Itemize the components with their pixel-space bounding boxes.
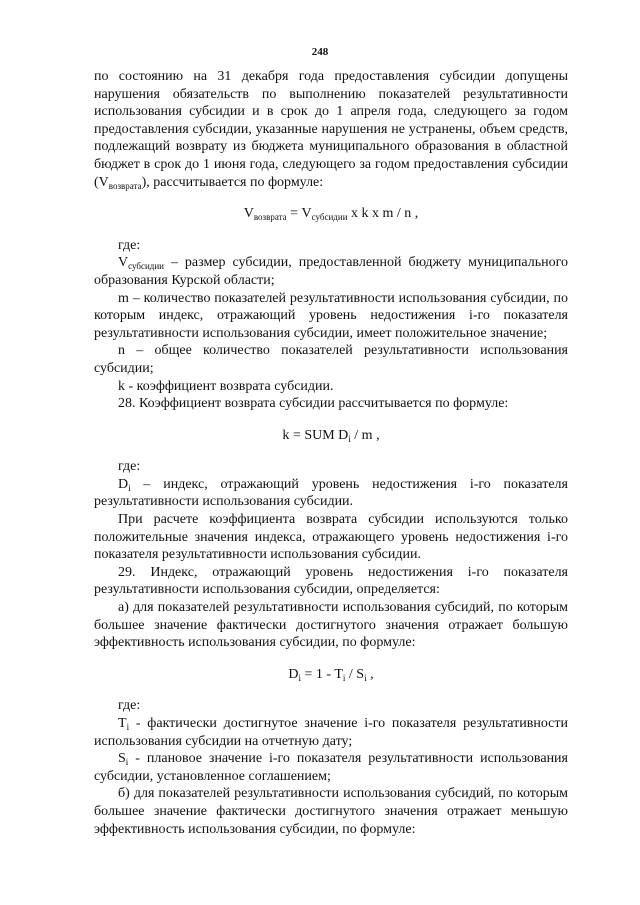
formula-rest: x k x m / n , (347, 206, 419, 222)
formula-d-sub: i (298, 672, 302, 683)
def-t-sub: i (126, 722, 130, 732)
paragraph-b: б) для показателей результативности использования субсидий, по которым большее значение фактически достигнутого значения отражает меньшую эффективность использования субсидии, по формуле: (94, 786, 568, 837)
formula-v: V (243, 206, 254, 222)
formula-v-return (94, 205, 568, 223)
paragraph-a: а) для показателей результативности использования субсидий, по которым большее значение фактически достигнутого значения отражает большую эффективность использования субсидии, по формуле: (94, 600, 568, 651)
def-s-sub: i (125, 757, 129, 768)
def-v-subsidy (94, 254, 568, 289)
paragraph-28: 28. Коэффициент возврата субсидии рассчитывается по формуле: (118, 396, 509, 412)
v-subscript: возврата (108, 180, 142, 191)
formula-v-sub: возврата (253, 212, 287, 223)
formula-k-right: / m , (350, 427, 380, 443)
document-body (94, 68, 568, 838)
formula-k-left: k = SUM D (282, 427, 349, 443)
formula-d-end: , (366, 666, 374, 682)
def-v-text: – размер субсидии, предоставленной бюджету муниципального образования Курской области; (94, 255, 568, 288)
formula-d-mid: = 1 - T (301, 666, 343, 682)
v-symbol: V (98, 174, 109, 190)
formula-v2: V (301, 206, 312, 222)
def-t (94, 715, 568, 750)
def-d-text: – индекс, отражающий уровень недостижения i-го показателя результативности использования субсидии. (94, 476, 568, 510)
formula-d-sym: D (288, 666, 299, 682)
paragraph-29: 29. Индекс, отражающий уровень недостижения i-го показателя результативности использования субсидии, определяется: (94, 564, 568, 598)
page-number: 248 (311, 46, 329, 58)
where-label-3: где: (118, 698, 141, 714)
formula-k-sub: i (348, 433, 351, 444)
def-d-sym: D (118, 476, 129, 492)
formula-s-sub: i (364, 672, 367, 683)
formula-d-slash: / S (345, 666, 365, 682)
def-k: k - коэффициент возврата субсидии. (118, 378, 334, 394)
def-v-sym: V (118, 255, 129, 271)
def-n: n – общее количество показателей результативности использования субсидии; (94, 343, 568, 376)
formula-v2-sub: субсидии (311, 212, 348, 223)
def-s-sym: S (118, 751, 126, 767)
formula-t-sub: i (342, 672, 346, 683)
def-d (94, 476, 568, 511)
def-t-text: - фактически достигнутое значение i-го показателя результативности использования субсидии на отчетную дату; (94, 716, 568, 749)
where-label-1: где: (118, 237, 141, 253)
def-t-sym: T (118, 716, 127, 731)
paragraph-calc: При расчете коэффициента возврата субсидии используются только положительные значения индекса, отражающего уровень недостижения i-го показателя результативности использования субсидии. (94, 512, 568, 563)
formula-eq: = (286, 206, 302, 222)
formula-k (94, 427, 568, 445)
def-s (94, 750, 568, 785)
paragraph-intro-text: по состоянию на 31 декабря года предоставления субсидии допущены нарушения обязательств по выполнению показателей результативности использования субсидии и в срок до 1 апреля года, следующего за годом предоставления субсидии, указанные нарушения не устранены, объем средств, подлежащий возврату из бюджета муниципального образования в областной бюджет в срок до 1 июня года, следующего за годом предоставления субсидии ( (94, 69, 568, 190)
def-d-sub: i (128, 482, 131, 493)
formula-d (94, 666, 568, 684)
paragraph-intro-end: ), рассчитывается по формуле: (141, 174, 324, 190)
paragraph-intro (94, 68, 568, 191)
def-m: m – количество показателей результативности использования субсидии, по которым индекс, отражающий уровень недостижения i-го показателя результативности использования субсидии, имеет положительное значение; (94, 290, 568, 341)
where-label-2: где: (118, 459, 141, 475)
def-v-sub: субсидии (128, 261, 164, 272)
def-s-text: - плановое значение i-го показателя результативности использования субсидии, установленное соглашением; (94, 751, 568, 784)
